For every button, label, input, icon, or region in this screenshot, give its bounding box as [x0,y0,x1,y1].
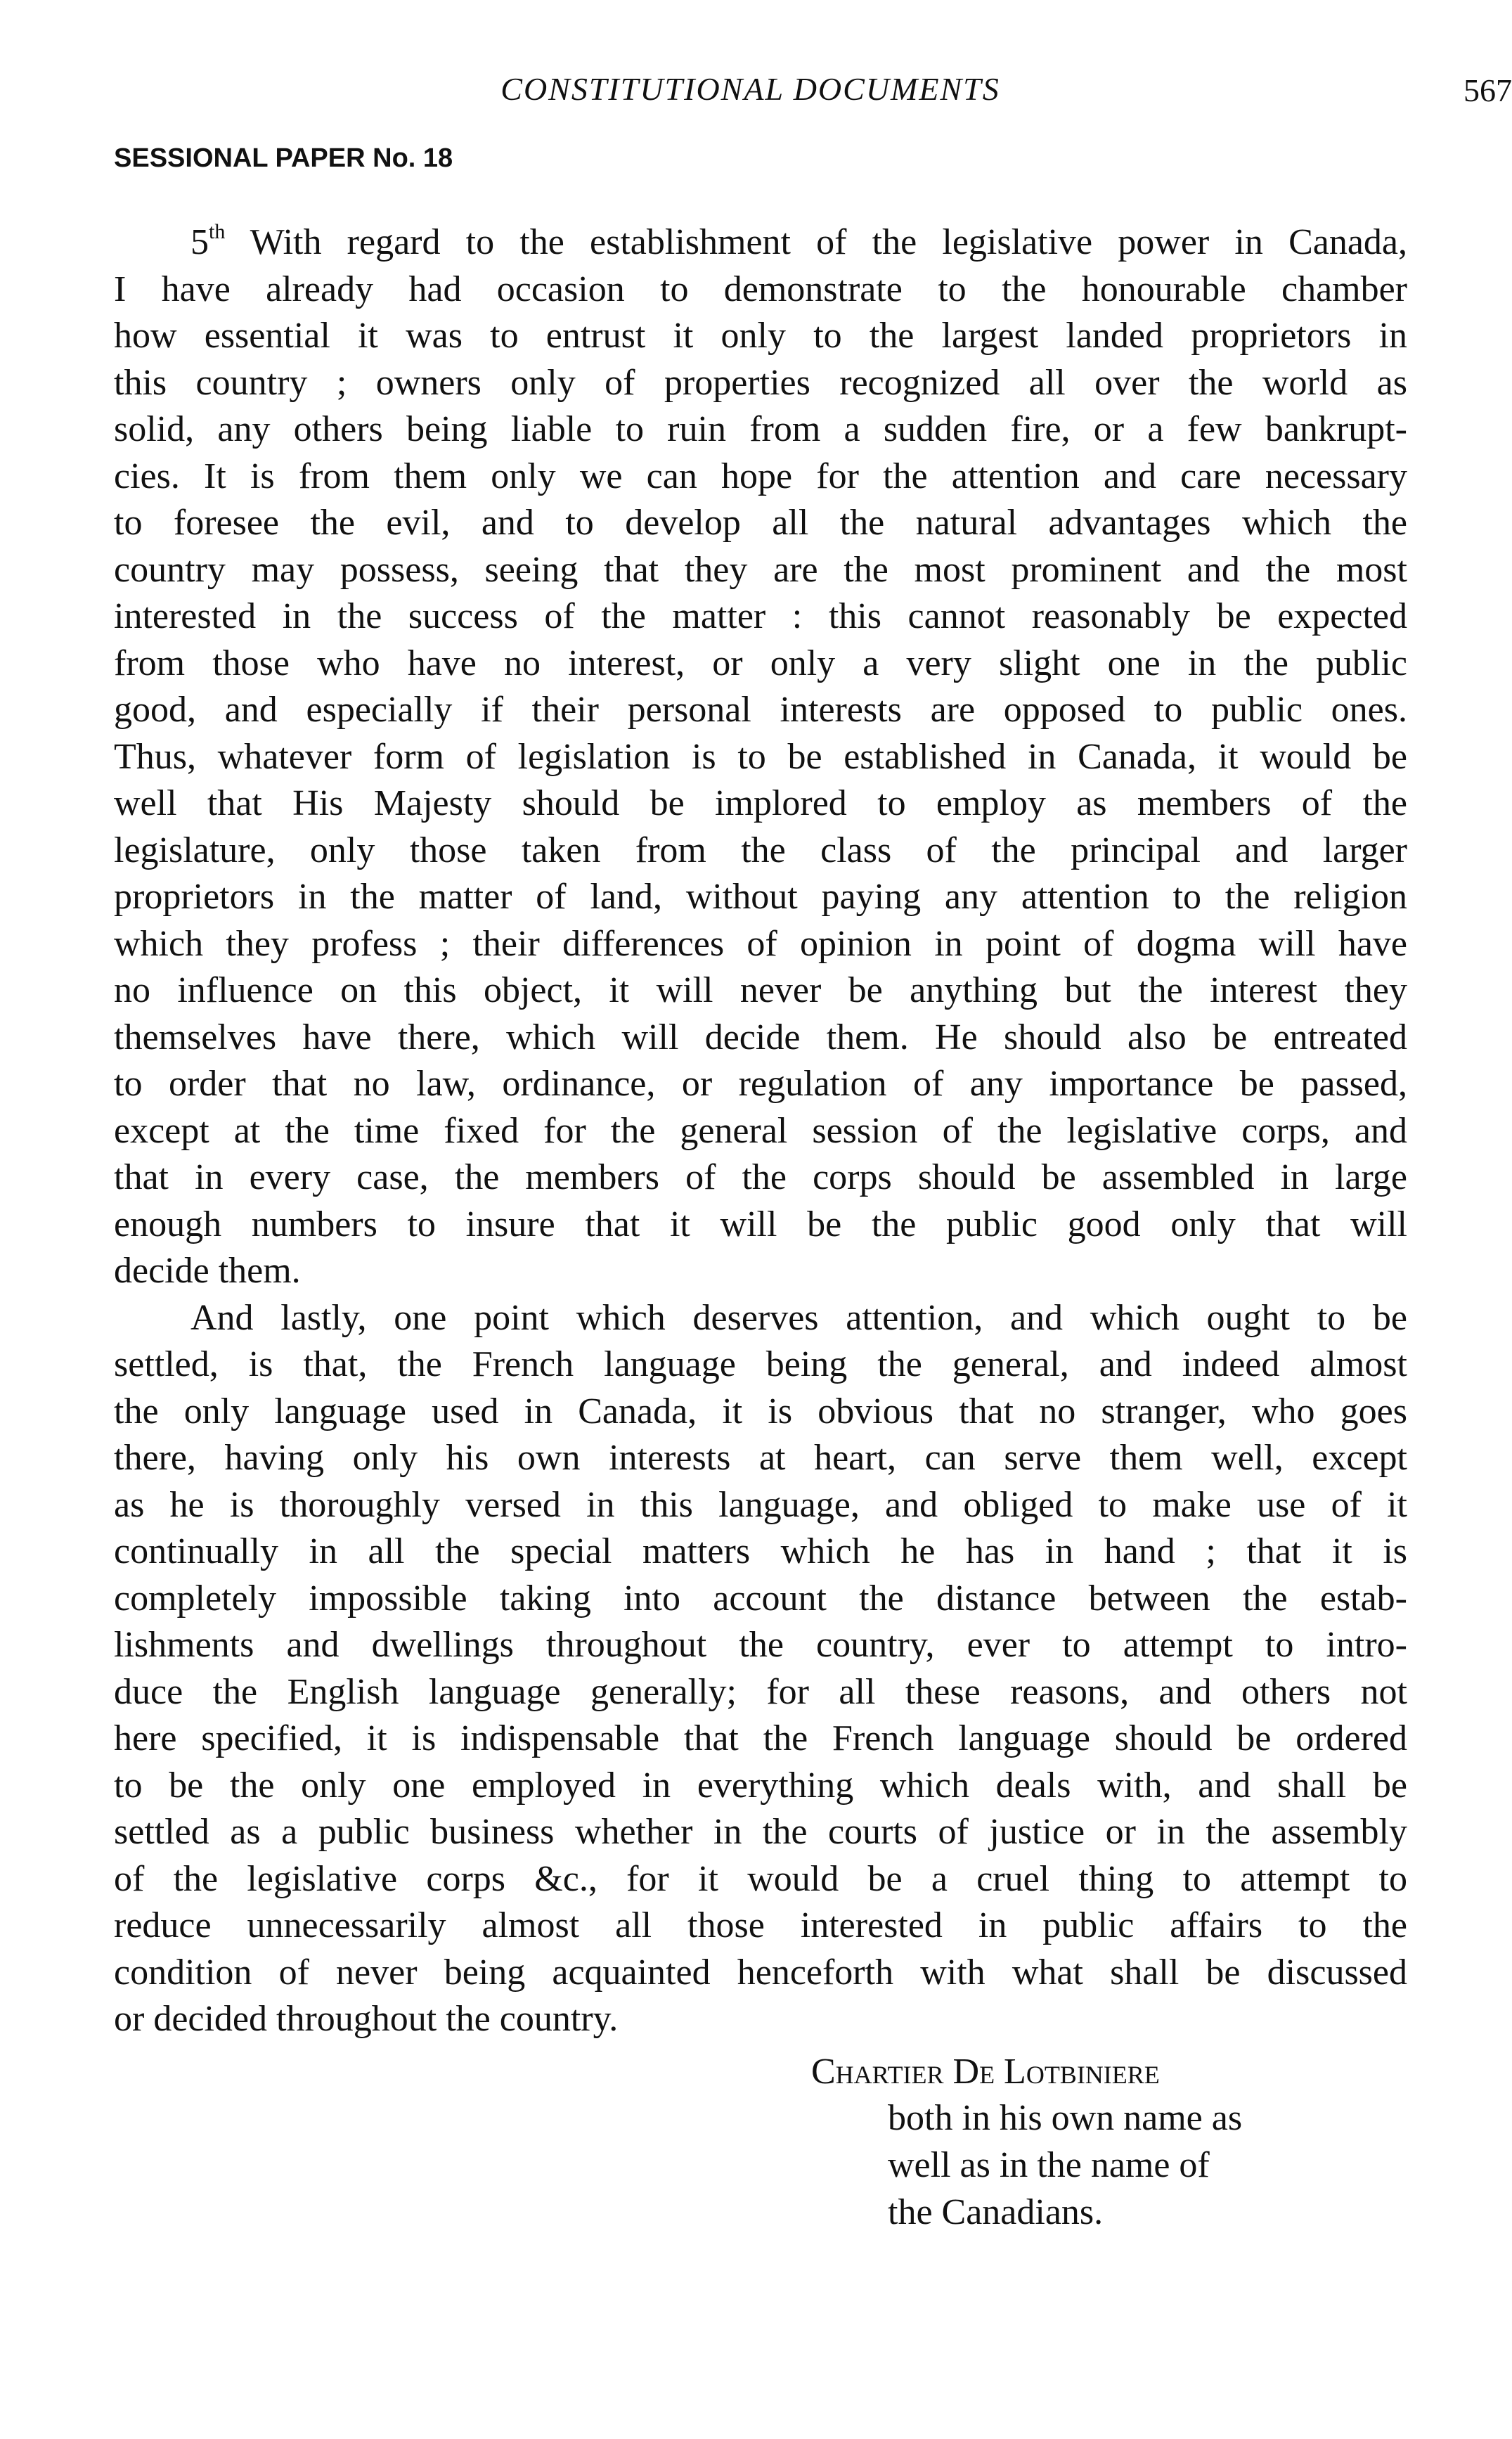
ordinal-suffix: th [209,220,226,243]
text-line: of the legislative corps &c., for it would be a cruel thing to attempt to [114,1858,1407,1899]
text-line: lishments and dwellings throughout the country, ever to attempt to intro- [114,1625,1407,1665]
text-line: cies. It is from them only we can hope for the attention and care necessary [114,456,1407,496]
text-line: here specified, it is indispensable that the French language should be ordered [114,1718,1407,1758]
page-number: 567 [1463,72,1512,108]
text-line: there, having only his own interests at heart, can serve them well, except [114,1438,1407,1478]
text-line [114,219,1407,266]
text-line: Thus, whatever form of legislation is to be established in Canada, it would be [114,736,1407,777]
text-line: good, and especially if their personal interests are opposed to public ones. [114,690,1407,730]
text-line: duce the English language generally; for all these reasons, and others not [114,1671,1407,1712]
text-line: continually in all the special matters which he has in hand ; that it is [114,1531,1407,1571]
document-body [114,219,1407,2043]
text-line: which they profess ; their differences of opinion in point of dogma will have [114,923,1407,964]
text-line: country may possess, seeing that they are the most prominent and the most [114,549,1407,590]
text-line: to foresee the evil, and to develop all the natural advantages which the [114,503,1407,543]
text-line: from those who have no interest, or only a very slight one in the public [114,643,1407,683]
text-line: no influence on this object, it will never be anything but the interest they [114,970,1407,1010]
signature-name: Chartier De Lotbiniere [811,2052,1160,2092]
text-line: I have already had occasion to demonstrate to the honourable chamber [114,269,1407,309]
section-ordinal: 5 [190,222,209,262]
text-line: well that His Majesty should be implored to employ as members of the [114,783,1407,823]
text-line: how essential it was to entrust it only to the largest landed proprietors in [114,316,1407,356]
text-line: as he is thoroughly versed in this language, and obliged to make use of it [114,1484,1407,1525]
text-line: settled, is that, the French language being the general, and indeed almost [114,1344,1407,1384]
running-title: CONSTITUTIONAL DOCUMENTS [500,71,1000,107]
sessional-paper-label: SESSIONAL PAPER No. 18 [114,143,453,173]
text-line: completely impossible taking into account the distance between the estab- [114,1578,1407,1619]
text-line: settled as a public business whether in the courts of justice or in the assembly [114,1812,1407,1852]
text-line: condition of never being acquainted henceforth with what shall be discussed [114,1952,1407,1993]
text-line: interested in the success of the matter : this cannot reasonably be expected [114,596,1407,636]
text-line: legislature, only those taken from the class of the principal and larger [114,830,1407,870]
paragraph [114,219,1407,1295]
text-line: decide them. [114,1251,301,1291]
text-line: except at the time fixed for the general session of the legislative corps, and [114,1110,1407,1151]
line-text: With regard to the establishment of the legislative power in Canada, [225,222,1407,262]
text-line: this country ; owners only of properties recognized all over the world as [114,362,1407,403]
signature-line: both in his own name as [888,2098,1243,2138]
text-line: to be the only one employed in everything which deals with, and shall be [114,1765,1407,1806]
paragraph [114,1295,1407,2043]
signature-line: the Canadians. [888,2192,1104,2232]
text-line: solid, any others being liable to ruin from a sudden fire, or a few bankrupt- [114,409,1407,449]
text-line: to order that no law, ordinance, or regulation of any importance be passed, [114,1064,1407,1104]
text-line: enough numbers to insure that it will be the public good only that will [114,1204,1407,1244]
text-line: proprietors in the matter of land, without paying any attention to the religion [114,877,1407,917]
text-line: And lastly, one point which deserves attention, and which ought to be [190,1297,1407,1338]
text-line: themselves have there, which will decide them. He should also be entreated [114,1017,1407,1057]
text-line: that in every case, the members of the corps should be assembled in large [114,1157,1407,1197]
text-line: or decided throughout the country. [114,1999,619,2039]
text-line: the only language used in Canada, it is obvious that no stranger, who goes [114,1391,1407,1431]
text-line: reduce unnecessarily almost all those interested in public affairs to the [114,1905,1407,1945]
signature-line: well as in the name of [888,2145,1210,2185]
